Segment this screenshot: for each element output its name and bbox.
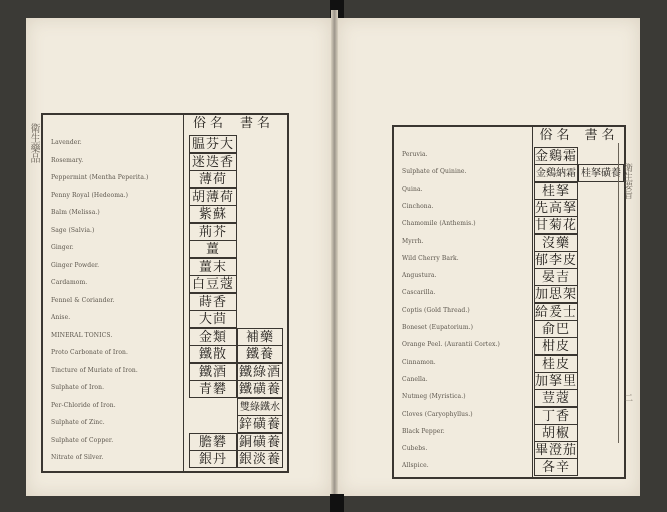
chinese-term-vulgar: 加拏里 [535, 373, 578, 389]
table-row [394, 320, 624, 338]
chinese-term-vulgar: 青礬 [189, 380, 237, 398]
chinese-term-vulgar: 薄荷 [189, 170, 237, 188]
table-row [43, 223, 287, 241]
chinese-term-vulgar: 金鷄霜 [535, 149, 578, 164]
english-term: Anise. [51, 314, 71, 321]
english-term: Rosemary. [51, 156, 84, 164]
right-margin-title: 衛生要旨 [622, 163, 632, 199]
chinese-term-vulgar: 荊芥 [189, 223, 237, 241]
table-row [394, 251, 624, 269]
table-row [43, 310, 287, 328]
table-row [394, 372, 624, 390]
header-book-name: 書名 [239, 116, 274, 131]
chinese-term-vulgar: 腽芬大 [189, 135, 237, 153]
chinese-term-vulgar: 薑 [189, 240, 237, 258]
table-row [43, 135, 287, 153]
chinese-term-book: 補藥 [237, 328, 283, 346]
english-term: Sulphate of Copper. [51, 436, 114, 444]
chinese-term-book: 鐵綠酒 [238, 364, 281, 380]
english-term: Peruvia. [402, 151, 428, 158]
bookmark-ribbon-bottom [330, 494, 344, 512]
table-row [43, 153, 287, 171]
right-margin-column [618, 143, 633, 443]
chinese-term-vulgar: 沒藥 [534, 234, 578, 252]
chinese-term-vulgar: 白豆蔻 [189, 275, 237, 293]
table-row [43, 293, 287, 311]
table-row [394, 164, 624, 182]
chinese-term-vulgar: 晏吉 [534, 268, 578, 286]
page-folio: 二 [622, 393, 632, 402]
chinese-term-vulgar: 薑末 [189, 258, 237, 276]
english-term: Black Pepper. [402, 427, 445, 435]
english-term: Tincture of Muriate of Iron. [51, 366, 138, 374]
chinese-term-vulgar: 桂拏 [534, 182, 578, 200]
chinese-term-vulgar: 金類 [189, 328, 237, 346]
chinese-term-vulgar: 胡薄荷 [189, 188, 237, 206]
table-row [43, 363, 287, 381]
english-term: Canella. [402, 375, 428, 383]
chinese-term-vulgar: 鐵酒 [189, 363, 237, 381]
table-row [43, 433, 287, 451]
english-term: Allspice. [402, 462, 429, 470]
table-row [43, 170, 287, 188]
book-gutter [331, 10, 338, 502]
english-term: Angustura. [402, 272, 437, 280]
english-term: Nutmeg (Myristica.) [402, 393, 466, 401]
table-row [394, 424, 624, 442]
chinese-term-vulgar: 胡椒 [534, 424, 578, 442]
chinese-term-vulgar: 迷迭香 [189, 153, 237, 171]
chinese-term-vulgar: 荳蔻 [534, 389, 578, 407]
table-row [394, 458, 624, 476]
chinese-term-vulgar: 加思架 [535, 287, 578, 303]
english-term: Coptis (Gold Thread.) [402, 306, 470, 314]
right-page [338, 18, 640, 496]
english-term: Sulphate of Zinc. [51, 419, 105, 426]
english-term: MINERAL TONICS. [51, 331, 113, 339]
table-row [394, 199, 624, 217]
table-row [43, 240, 287, 258]
english-term: Per-Chloride of Iron. [51, 401, 116, 409]
english-term: Peppermint (Mentha Peperita.) [51, 174, 149, 181]
chinese-term-book: 銀淡養 [238, 452, 281, 467]
table-row [394, 389, 624, 407]
chinese-term-vulgar: 銀丹 [189, 450, 237, 468]
table-row [394, 337, 624, 355]
english-term: Cloves (Caryophyllus.) [402, 410, 473, 418]
english-term: Ginger. [51, 244, 74, 251]
english-term: Fennel & Coriander. [51, 296, 115, 304]
table-row [394, 234, 624, 252]
english-term: Nitrate of Silver. [51, 454, 104, 461]
table-row [43, 328, 287, 346]
table-row [43, 415, 287, 433]
english-term: Proto Carbonate of Iron. [51, 349, 129, 356]
table-row [43, 380, 287, 398]
table-row [43, 258, 287, 276]
left-table [41, 113, 289, 473]
english-term: Quina. [402, 185, 423, 193]
right-table [392, 125, 626, 479]
chinese-term-vulgar: 甘菊花 [535, 218, 578, 234]
chinese-term-vulgar: 丁香 [534, 407, 578, 425]
chinese-term-book: 鐵養 [237, 345, 283, 363]
english-term: Cardamom. [51, 279, 88, 286]
chinese-term-vulgar: 膽礬 [189, 433, 237, 451]
english-term: Chamomile (Anthemis.) [402, 220, 476, 228]
chinese-term-vulgar: 柑皮 [534, 337, 578, 355]
chinese-term-book: 鐵磺養 [238, 382, 281, 397]
table-row [43, 205, 287, 223]
english-term: Balm (Melissa.) [51, 209, 100, 216]
table-row [43, 188, 287, 206]
left-margin-title: 衛生藥品 [28, 123, 39, 163]
left-page [26, 18, 331, 496]
table-row [394, 303, 624, 321]
chinese-term-vulgar: 畢澄茄 [535, 443, 578, 459]
chinese-term-vulgar: 各辛 [534, 458, 578, 476]
table-row [394, 285, 624, 303]
table-row [394, 182, 624, 200]
chinese-term-book: 桂拏磺養 [578, 164, 624, 182]
header-vulgar-name: 俗名 [539, 128, 574, 143]
english-term: Lavender. [51, 139, 82, 146]
table-row [394, 216, 624, 234]
english-term: Cascarilla. [402, 289, 436, 297]
table-row [43, 450, 287, 468]
english-term: Sulphate of Quinine. [402, 168, 467, 176]
header-vulgar-name: 俗名 [192, 116, 227, 131]
table-row [43, 398, 287, 416]
chinese-term-vulgar: 鐵散 [189, 345, 237, 363]
english-term: Sage (Salvia.) [51, 226, 95, 234]
table-row [394, 355, 624, 373]
english-term: Penny Royal (Hedeoma.) [51, 191, 129, 199]
table-row [394, 407, 624, 425]
chinese-term-vulgar: 紫蘇 [189, 205, 237, 223]
chinese-term-vulgar: 金鷄納霜 [534, 164, 578, 182]
english-term: Wild Cherry Bark. [402, 254, 459, 262]
english-term: Boneset (Eupatorium.) [402, 324, 474, 331]
chinese-term-vulgar: 給爰士 [535, 304, 578, 320]
table-row [43, 345, 287, 363]
english-term: Orange Peel. (Aurantii Cortex.) [402, 341, 500, 349]
chinese-term-vulgar: 大茴 [189, 310, 237, 328]
table-row [394, 268, 624, 286]
chinese-term-vulgar: 桂皮 [534, 355, 578, 373]
chinese-term-book: 鋅磺養 [238, 417, 281, 432]
english-term: Sulphate of Iron. [51, 384, 105, 391]
chinese-term-book: 雙綠鐵水 [237, 398, 283, 416]
table-row [43, 275, 287, 293]
english-term: Ginger Powder. [51, 261, 100, 269]
chinese-term-vulgar: 蒔香 [189, 293, 237, 311]
chinese-term-vulgar: 郁李皮 [535, 252, 578, 268]
header-book-name: 書名 [584, 128, 619, 143]
english-term: Cinnamon. [402, 358, 436, 366]
table-row [394, 441, 624, 459]
chinese-term-vulgar: 俞巴 [534, 320, 578, 338]
english-term: Cubebs. [402, 445, 428, 453]
english-term: Cinchona. [402, 202, 434, 210]
english-term: Myrrh. [402, 237, 424, 245]
chinese-term-vulgar: 先高拏 [535, 200, 578, 216]
table-row [394, 147, 624, 165]
chinese-term-book: 銅磺養 [238, 434, 281, 450]
